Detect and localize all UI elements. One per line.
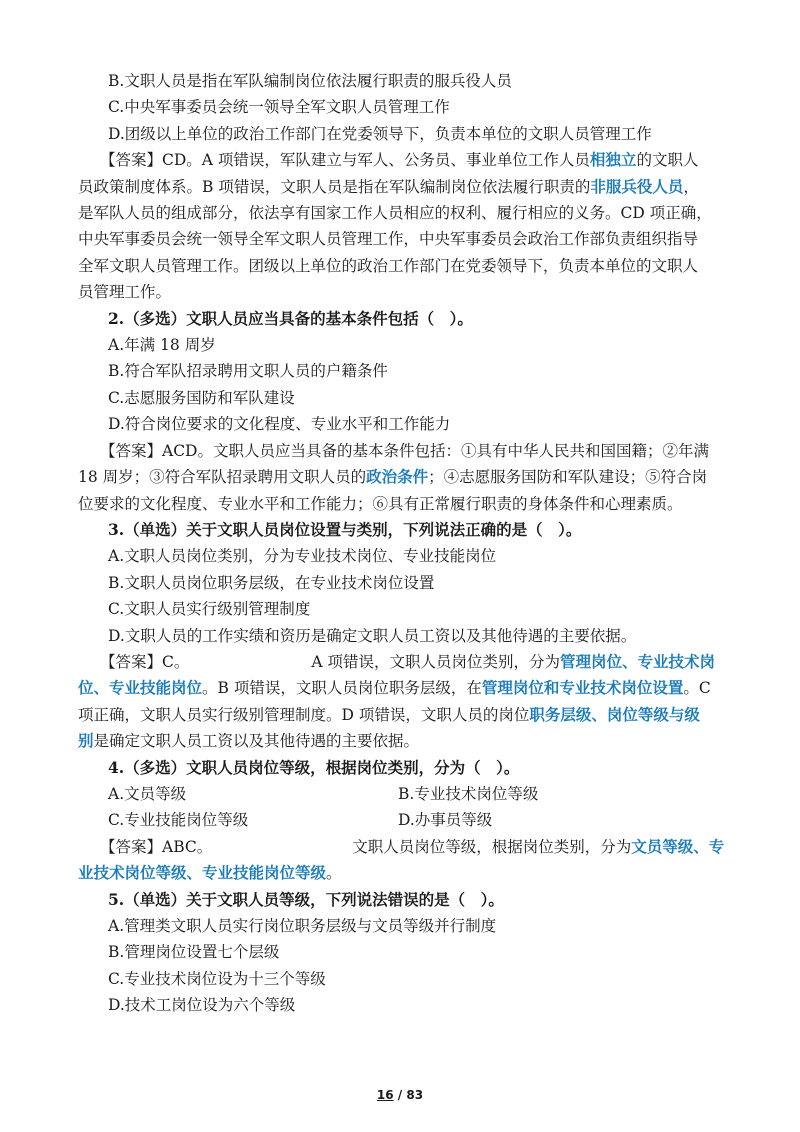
question-3: 3.（单选）关于文职人员岗位设置与类别，下列说法正确的是（ ）。 (108, 519, 582, 539)
answer-line: 是军队人员的组成部分，依法享有国家工作人员相应的权利、履行相应的义务。CD 项正确， (78, 204, 712, 223)
option-b: B.符合军队招录聘用文职人员的户籍条件 (108, 362, 388, 381)
highlight: 文员等级、专 (631, 836, 725, 856)
highlight: 业技术岗位等级、专业技能岗位等级 (78, 863, 327, 883)
answer-line: 全军文职人员管理工作。团级以上单位的政治工作部门在党委领导下，负责本单位的文职人 (78, 256, 699, 275)
option-a: A.文职人员岗位类别，分为专业技术岗位、专业技能岗位 (108, 547, 497, 566)
answer-line: 业技术岗位等级、专业技能岗位等级。 (78, 863, 342, 883)
answer-line: 【答案】ABC。 文职人员岗位等级，根据岗位类别，分为文员等级、专 (100, 836, 725, 856)
highlight: 非服兵役人员 (590, 176, 684, 196)
highlight: 职务层级、岗位等级与级 (529, 704, 700, 724)
option-d: D.办事员等级 (398, 811, 493, 830)
option-b: B.文职人员岗位职务层级，在专业技术岗位设置 (108, 573, 435, 592)
option-d: D.技术工岗位设为六个等级 (108, 996, 296, 1015)
answer-line: 别是确定文职人员工资以及其他待遇的主要依据。 (78, 731, 420, 751)
option-a: A.年满 18 周岁 (108, 336, 216, 355)
highlight: 别 (78, 731, 94, 751)
answer-line: 【答案】C。 A 项错误，文职人员岗位类别，分为管理岗位、专业技术岗 (100, 651, 716, 671)
answer-line: 员管理工作。 (78, 283, 172, 302)
option-b: B.专业技术岗位等级 (398, 784, 539, 803)
option-a: A.文员等级 (108, 784, 187, 803)
highlight: 管理岗位和专业技术岗位设置 (481, 678, 684, 698)
option-c: C.文职人员实行级别管理制度 (108, 600, 311, 619)
option-row (78, 807, 728, 833)
answer-line: 位、专业技能岗位。B 项错误，文职人员岗位职务层级，在管理岗位和专业技术岗位设置。C (78, 678, 711, 698)
total-pages: 83 (406, 1088, 424, 1102)
answer-line: 中央军事委员会统一领导全军文职人员管理工作，中央军事委员会政治工作部负责组织指导 (78, 230, 699, 249)
highlight: 相独立 (589, 150, 637, 170)
option-row (78, 781, 728, 807)
current-page: 16 (376, 1088, 394, 1102)
option-c: C.专业技能岗位等级 (108, 811, 249, 830)
option-b: B.文职人员是指在军队编制岗位依法履行职责的服兵役人员 (108, 72, 512, 90)
answer-line: 18 周岁；③符合军队招录聘用文职人员的政治条件；④志愿服务国防和军队建设；⑤符合岗 (78, 467, 708, 487)
option-a: A.管理类文职人员实行岗位职务层级与文员等级并行制度 (108, 917, 497, 935)
answer-line: 【答案】ACD。文职人员应当具备的基本条件包括：①具有中华人民共和国国籍；②年满 (100, 441, 709, 460)
answer-line: 【答案】CD。A 项错误，军队建立与军人、公务员、事业单位工作人员相独立的文职人 (100, 150, 699, 170)
option-c: C.专业技术岗位设为十三个等级 (108, 969, 326, 988)
option-d: D.团级以上单位的政治工作部门在党委领导下，负责本单位的文职人员管理工作 (108, 124, 652, 143)
option-d: D.符合岗位要求的文化程度、专业水平和工作能力 (108, 415, 451, 434)
highlight: 位、专业技能岗位 (78, 678, 203, 698)
question-4: 4.（多选）文职人员岗位等级，根据岗位类别，分为（ ）。 (108, 757, 520, 777)
question-2: 2.（多选）文职人员应当具备的基本条件包括（ ）。 (108, 308, 473, 328)
highlight: 管理岗位、专业技术岗 (560, 651, 716, 671)
answer-line: 项正确，文职人员实行级别管理制度。D 项错误，文职人员的岗位职务层级、岗位等级与级 (78, 704, 700, 724)
highlight: 政治条件 (366, 467, 429, 487)
answer-line: 员政策制度体系。B 项错误，文职人员是指在军队编制岗位依法履行职责的非服兵役人员， (78, 176, 699, 196)
document-page (78, 68, 728, 1019)
question-5: 5.（单选）关于文职人员等级，下列说法错误的是（ ）。 (108, 889, 504, 909)
answer-line: 位要求的文化程度、专业水平和工作能力；⑥具有正常履行职责的身体条件和心理素质。 (78, 494, 683, 513)
option-c: C.志愿服务国防和军队建设 (108, 388, 295, 407)
page-number: 16 / 83 (376, 1088, 424, 1102)
option-c: C.中央军事委员会统一领导全军文职人员管理工作 (108, 98, 450, 117)
option-b: B.管理岗位设置七个层级 (108, 943, 280, 962)
option-d: D.文职人员的工作实绩和资历是确定文职人员工资以及其他待遇的主要依据。 (108, 626, 637, 645)
